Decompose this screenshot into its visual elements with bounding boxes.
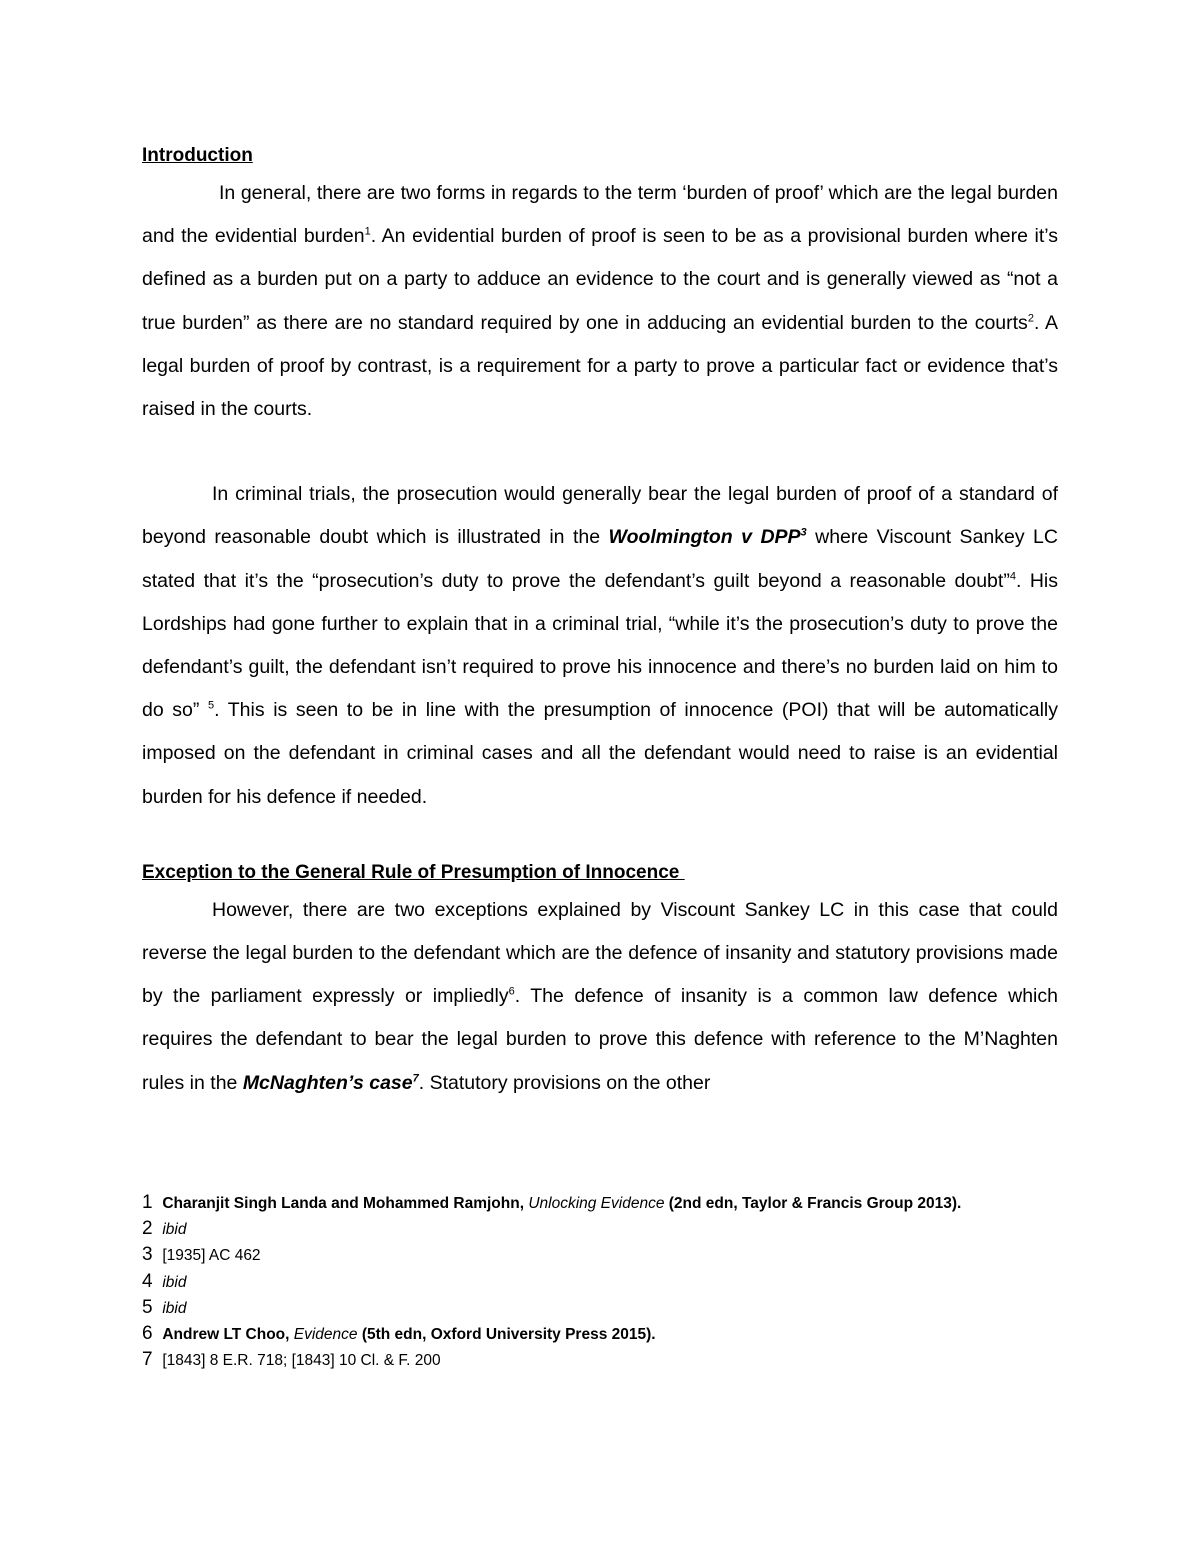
text-run: . Statutory provisions on the other [418, 1071, 711, 1094]
case-citation-mcnaghten: McNaghten’s case [242, 1071, 413, 1094]
footnote-ref-3[interactable]: 3 [800, 526, 807, 539]
footnote-7 [142, 1347, 1082, 1373]
footnote-4 [142, 1269, 1082, 1295]
paragraph-spacer [142, 431, 1058, 473]
text-run: . A legal burden of proof by contrast, is a requirement for a party to prove a particular fact or evidence that’s raised in the courts. [142, 311, 1058, 421]
text-run: . An evidential burden of proof is seen to be as a provisional burden where it’s defined as a burden put on a party to adduce an evidence to the court and is generally viewed as “not a true burden” as there are no standard required by one in adducing an evidential burden to the courts [142, 225, 1058, 334]
footnote-number: 6 [142, 1323, 153, 1345]
footnote-text: [1843] 8 E.R. 718; [1843] 10 Cl. & F. 200 [162, 1352, 441, 1370]
intro-paragraph-1 [142, 172, 1058, 431]
text-run: However, there are two exceptions explained by Viscount Sankey LC in this case that could reverse the legal burden to the defendant which are the defence of insanity and statutory provisions made by the parliament expressly or impliedly [142, 898, 1058, 1008]
footnote-number: 2 [142, 1218, 153, 1240]
footnotes-section [142, 1190, 1082, 1373]
footnote-5 [142, 1295, 1082, 1321]
footnote-number: 7 [142, 1349, 153, 1371]
footnote-number: 5 [142, 1296, 153, 1318]
paragraph-spacer [142, 819, 1058, 857]
footnote-text: (5th edn, Oxford University Press 2015). [357, 1326, 656, 1344]
case-citation-woolmington: Woolmington v DPP [608, 526, 801, 549]
footnote-text: (2nd edn, Taylor & Francis Group 2013). [664, 1195, 962, 1212]
intro-paragraph-2 [142, 473, 1058, 819]
text-run: In criminal trials, the prosecution would generally bear the legal burden of proof of a standard of beyond reasonable doubt which is illustrated in the [142, 483, 1058, 549]
text-run: In general, there are two forms in regards to the term ‘burden of proof’ which are the legal burden and the evidential burden [142, 182, 1058, 248]
footnote-ref-4[interactable]: 4 [1009, 570, 1016, 583]
footnote-text: Andrew LT Choo, [162, 1326, 294, 1344]
footnote-text: [1935] AC 462 [162, 1247, 261, 1265]
footnote-number: 1 [142, 1192, 153, 1213]
footnote-text: ibid [162, 1273, 187, 1291]
text-run: . This is seen to be in line with the presumption of innocence (POI) that will be automatically imposed on the defendant in criminal cases and all the defendant would need to raise is an evidential burden for his defence if needed. [142, 699, 1058, 808]
footnote-ref-7[interactable]: 7 [412, 1072, 419, 1085]
footnote-text: ibid [162, 1221, 187, 1239]
introduction-heading: Introduction [142, 145, 253, 166]
footnote-2 [142, 1216, 1082, 1242]
text-run: where Viscount Sankey LC stated that it’s the “prosecution’s duty to prove the defendant’s guilt beyond a reasonable doubt” [142, 526, 1058, 592]
footnote-ref-1[interactable]: 1 [364, 225, 371, 238]
footnote-title: Unlocking Evidence [528, 1195, 665, 1212]
footnote-6 [142, 1321, 1082, 1347]
footnote-ref-5[interactable]: 5 [207, 699, 215, 712]
text-run: . His Lordships had gone further to explain that in a criminal trial, “while it’s the prosecution’s duty to prove the defendant’s guilt, the defendant isn’t required to prove his innocence and there’s no burden laid on him to do so” [142, 569, 1058, 722]
footnote-number: 3 [142, 1244, 153, 1266]
text-run: . The defence of insanity is a common law defence which requires the defendant to bear the legal burden to prove this defence with reference to the M’Naghten rules in the [142, 985, 1058, 1094]
footnote-ref-2[interactable]: 2 [1027, 312, 1034, 325]
document-body [142, 140, 1058, 1105]
footnote-text: ibid [162, 1299, 187, 1317]
footnote-number: 4 [142, 1270, 153, 1292]
footnote-text: Charanjit Singh Landa and Mohammed Ramjohn, [162, 1195, 529, 1212]
footnote-ref-6[interactable]: 6 [508, 985, 515, 998]
footnote-3 [142, 1242, 1082, 1268]
exception-paragraph-1 [142, 889, 1058, 1105]
exception-heading: Exception to the General Rule of Presumption of Innocence [142, 861, 685, 883]
footnote-title: Evidence [293, 1326, 358, 1344]
footnote-1 [142, 1190, 1082, 1216]
